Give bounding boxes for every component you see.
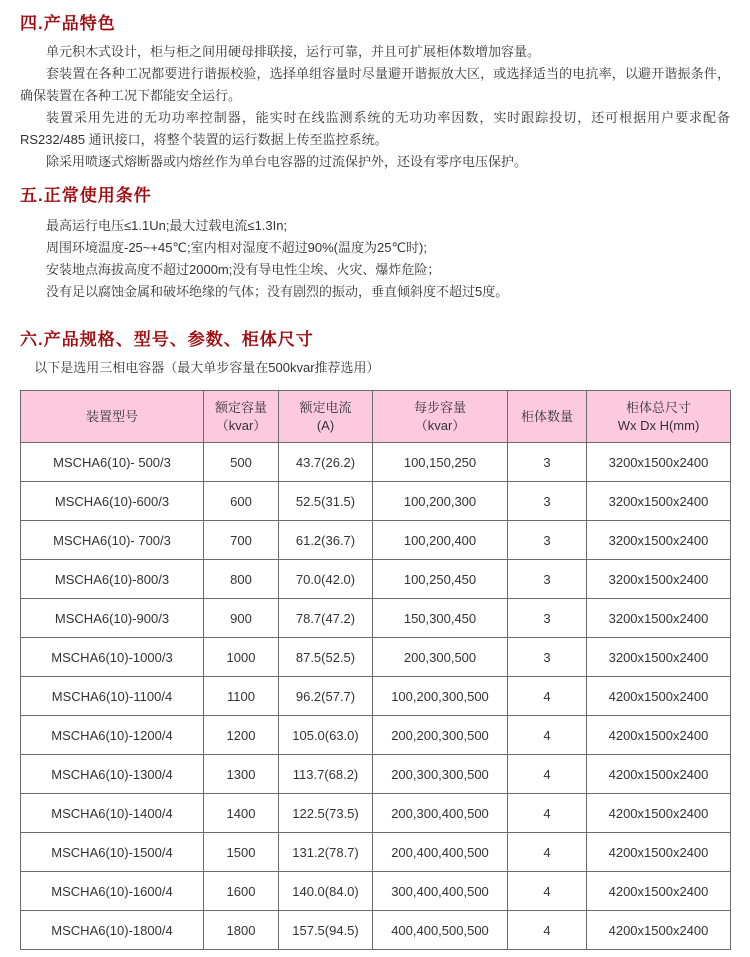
table-cell: 1500	[204, 833, 279, 872]
table-cell: 105.0(63.0)	[279, 716, 373, 755]
features-paragraph-2: 套装置在各种工况都要进行谐振校验，选择单组容量时尽量避开谐振放大区，或选择适当的电抗率，以避开谐振条件，确保装置在各种工况下都能安全运行。	[20, 66, 730, 103]
table-row	[21, 560, 731, 599]
table-cell: 113.7(68.2)	[279, 755, 373, 794]
table-cell: 61.2(36.7)	[279, 521, 373, 560]
table-cell: 4200x1500x2400	[587, 794, 731, 833]
table-cell: 122.5(73.5)	[279, 794, 373, 833]
conditions-line-3: 安装地点海拔高度不超过2000m;没有导电性尘埃、火灾、爆炸危险；	[46, 262, 441, 277]
table-cell: 4	[508, 716, 587, 755]
section-heading-specifications: 六.产品规格、型号、参数、柜体尺寸	[20, 330, 314, 349]
table-cell: 3200x1500x2400	[587, 638, 731, 677]
header-label: 额定电流	[299, 399, 352, 415]
table-row	[21, 755, 731, 794]
table-cell: 200,300,300,500	[373, 755, 508, 794]
table-cell: 4200x1500x2400	[587, 716, 731, 755]
table-cell: 4200x1500x2400	[587, 833, 731, 872]
table-cell: MSCHA6(10)-1000/3	[21, 638, 204, 677]
table-cell: MSCHA6(10)-1800/4	[21, 911, 204, 950]
table-cell: 4	[508, 794, 587, 833]
table-row	[21, 521, 731, 560]
table-cell: 4	[508, 755, 587, 794]
conditions-line-2: 周围环境温度-25~+45℃;室内相对湿度不超过90%(温度为25℃时);	[46, 240, 427, 255]
table-cell: 78.7(47.2)	[279, 599, 373, 638]
table-cell: 150,300,450	[373, 599, 508, 638]
table-cell: MSCHA6(10)- 700/3	[21, 521, 204, 560]
table-cell: 3	[508, 638, 587, 677]
table-cell: MSCHA6(10)-600/3	[21, 482, 204, 521]
table-cell: 1800	[204, 911, 279, 950]
table-cell: 4200x1500x2400	[587, 911, 731, 950]
header-sublabel: （kvar）	[414, 417, 466, 433]
table-cell: 3200x1500x2400	[587, 521, 731, 560]
table-cell: MSCHA6(10)-800/3	[21, 560, 204, 599]
spec-table-body	[21, 443, 731, 950]
header-cell-step-capacity	[373, 391, 508, 443]
table-cell: 1000	[204, 638, 279, 677]
table-cell: 500	[204, 443, 279, 482]
table-cell: 3200x1500x2400	[587, 599, 731, 638]
table-cell: 700	[204, 521, 279, 560]
table-cell: 52.5(31.5)	[279, 482, 373, 521]
table-cell: 43.7(26.2)	[279, 443, 373, 482]
table-cell: 3200x1500x2400	[587, 560, 731, 599]
table-cell: 600	[204, 482, 279, 521]
table-cell: 4200x1500x2400	[587, 872, 731, 911]
table-cell: MSCHA6(10)-1600/4	[21, 872, 204, 911]
spec-table	[20, 390, 731, 950]
features-paragraph-4: 除采用喷逐式熔断器或内熔丝作为单台电容器的过流保护外，还设有零序电压保护。	[46, 154, 528, 169]
table-cell: 200,300,500	[373, 638, 508, 677]
table-cell: 4200x1500x2400	[587, 677, 731, 716]
table-cell: MSCHA6(10)-1500/4	[21, 833, 204, 872]
table-cell: 800	[204, 560, 279, 599]
table-cell: 3	[508, 560, 587, 599]
table-cell: 3	[508, 443, 587, 482]
table-cell: 200,300,400,500	[373, 794, 508, 833]
table-cell: 3	[508, 521, 587, 560]
table-cell: 1100	[204, 677, 279, 716]
table-cell: MSCHA6(10)-1300/4	[21, 755, 204, 794]
header-sublabel: (A)	[316, 417, 335, 433]
table-cell: 4200x1500x2400	[587, 755, 731, 794]
table-cell: 100,200,400	[373, 521, 508, 560]
table-cell: 3200x1500x2400	[587, 443, 731, 482]
table-row	[21, 911, 731, 950]
table-row	[21, 872, 731, 911]
table-header-row	[21, 391, 731, 443]
table-cell: 1200	[204, 716, 279, 755]
table-cell: 3	[508, 599, 587, 638]
table-cell: 1400	[204, 794, 279, 833]
table-cell: 100,200,300	[373, 482, 508, 521]
table-cell: 4	[508, 833, 587, 872]
table-cell: 1300	[204, 755, 279, 794]
table-cell: 4	[508, 677, 587, 716]
table-cell: 87.5(52.5)	[279, 638, 373, 677]
table-cell: MSCHA6(10)-1100/4	[21, 677, 204, 716]
header-cell-rated-current	[279, 391, 373, 443]
header-label: 柜体总尺寸	[625, 399, 691, 415]
table-cell: MSCHA6(10)-900/3	[21, 599, 204, 638]
conditions-line-4: 没有足以腐蚀金属和破坏绝缘的气体；没有剧烈的振动，垂直倾斜度不超过5度。	[46, 284, 509, 299]
table-row	[21, 599, 731, 638]
table-cell: MSCHA6(10)-1200/4	[21, 716, 204, 755]
features-paragraph-1: 单元积木式设计，柜与柜之间用硬母排联接，运行可靠，并且可扩展柜体数增加容量。	[46, 44, 541, 59]
section-heading-product-features: 四.产品特色	[20, 14, 116, 33]
header-cell-rated-capacity	[204, 391, 279, 443]
header-cell-cabinet-dimensions	[587, 391, 731, 443]
table-cell: 96.2(57.7)	[279, 677, 373, 716]
header-label: 装置型号	[85, 408, 138, 424]
features-paragraph-3: 装置采用先进的无功功率控制器，能实时在线监测系统的无功功率因数，实时跟踪投切，还可根据用户要求配备RS232/485 通讯接口，将整个装置的运行数据上传至监控系统。	[20, 110, 730, 147]
table-cell: 140.0(84.0)	[279, 872, 373, 911]
table-cell: 4	[508, 911, 587, 950]
table-cell: 131.2(78.7)	[279, 833, 373, 872]
table-row	[21, 482, 731, 521]
section-heading-usage-conditions: 五.正常使用条件	[20, 186, 152, 205]
conditions-line-1: 最高运行电压≤1.1Un;最大过载电流≤1.3In;	[46, 218, 288, 233]
header-label: 柜体数量	[520, 408, 573, 424]
header-label: 每步容量	[413, 399, 466, 415]
table-row	[21, 794, 731, 833]
table-cell: 157.5(94.5)	[279, 911, 373, 950]
table-cell: 900	[204, 599, 279, 638]
table-row	[21, 833, 731, 872]
table-cell: 200,200,300,500	[373, 716, 508, 755]
specs-subtitle: 以下是选用三相电容器（最大单步容量在500kvar推荐选用）	[34, 360, 380, 375]
table-cell: 4	[508, 872, 587, 911]
table-cell: 3200x1500x2400	[587, 482, 731, 521]
table-cell: 400,400,500,500	[373, 911, 508, 950]
table-cell: 200,400,400,500	[373, 833, 508, 872]
table-cell: MSCHA6(10)- 500/3	[21, 443, 204, 482]
table-cell: 1600	[204, 872, 279, 911]
table-row	[21, 716, 731, 755]
table-cell: 100,150,250	[373, 443, 508, 482]
table-cell: 70.0(42.0)	[279, 560, 373, 599]
table-cell: 100,250,450	[373, 560, 508, 599]
header-sublabel: Wx Dx H(mm)	[617, 417, 700, 433]
table-cell: 100,200,300,500	[373, 677, 508, 716]
header-cell-model	[21, 391, 204, 443]
table-row	[21, 677, 731, 716]
table-row	[21, 638, 731, 677]
table-row	[21, 443, 731, 482]
table-cell: 300,400,400,500	[373, 872, 508, 911]
table-cell: 3	[508, 482, 587, 521]
header-cell-cabinet-count	[508, 391, 587, 443]
header-label: 额定容量	[214, 399, 267, 415]
table-cell: MSCHA6(10)-1400/4	[21, 794, 204, 833]
header-sublabel: （kvar）	[215, 417, 267, 433]
